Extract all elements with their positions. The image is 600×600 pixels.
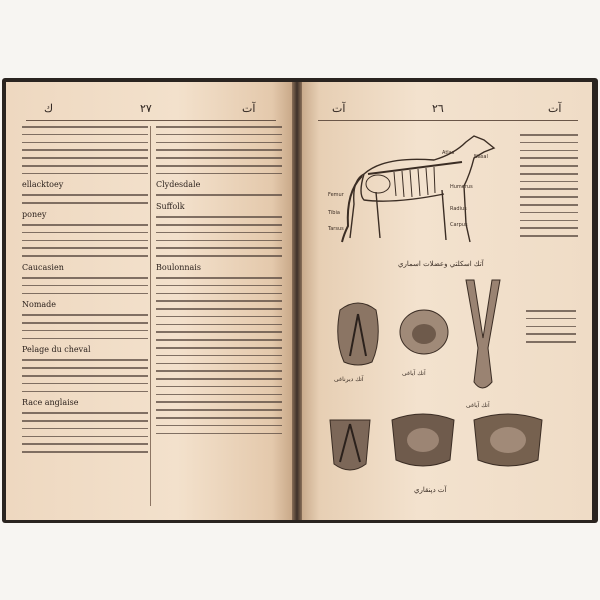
left-page (6, 82, 292, 520)
skeleton-label: Atlas (442, 150, 455, 156)
latin-term: Pelage du cheval (22, 345, 91, 355)
hoof-caption: آتك آياغی (402, 370, 426, 377)
left-page-number: ٢٧ (140, 102, 152, 115)
hoof-underside-figure-a (388, 412, 458, 470)
column-divider (150, 126, 151, 506)
latin-term: ellacktoey (22, 180, 64, 190)
latin-term: Boulonnais (156, 262, 201, 272)
right-page-number: ٢٦ (432, 102, 444, 115)
horse-leg-figure (460, 278, 506, 398)
latin-term: poney (22, 210, 47, 220)
right-header-left: آت (332, 102, 346, 115)
skeleton-label: Radius (450, 206, 467, 212)
skeleton-label: Tibia (328, 210, 340, 216)
left-header-left: ك (44, 102, 54, 115)
book-gutter (292, 82, 302, 520)
latin-term: Race anglaise (22, 398, 79, 408)
latin-term: Suffolk (156, 202, 185, 212)
hoof-caption: آتك آياغی (466, 402, 490, 409)
hoof-sole-figure (332, 300, 384, 370)
skeleton-label: Humerus (450, 184, 473, 190)
skeleton-label: Femur (328, 192, 344, 198)
skeleton-label: Nasal (474, 154, 488, 160)
left-header-right: آت (242, 102, 256, 115)
horse-skeleton-figure (324, 134, 514, 254)
right-header-right: آت (548, 102, 562, 115)
hoof-cross-section-figure (320, 414, 380, 476)
latin-term: Nomade (22, 300, 57, 310)
latin-term: Clydesdale (156, 180, 201, 190)
right-page (302, 82, 592, 520)
right-side-text (520, 134, 578, 243)
right-header-rule (318, 120, 578, 121)
left-text-column-a (22, 126, 148, 459)
right-leg-notes (526, 310, 576, 349)
left-text-column-b (156, 126, 282, 440)
left-header-rule (26, 120, 276, 121)
skeleton-label: Carpus (450, 222, 468, 228)
hoof-underside-figure-b (470, 412, 546, 470)
figure-caption-top: آتك اسكلتي وعضلات اسماري (398, 260, 484, 268)
hoof-caption: آتك دیرناغی (334, 376, 364, 383)
latin-term: Caucasien (22, 262, 64, 272)
figure-caption-bottom: آت دپنقاري (414, 486, 447, 494)
hoof-front-figure (396, 302, 452, 358)
skeleton-label: Tarsus (328, 226, 344, 232)
